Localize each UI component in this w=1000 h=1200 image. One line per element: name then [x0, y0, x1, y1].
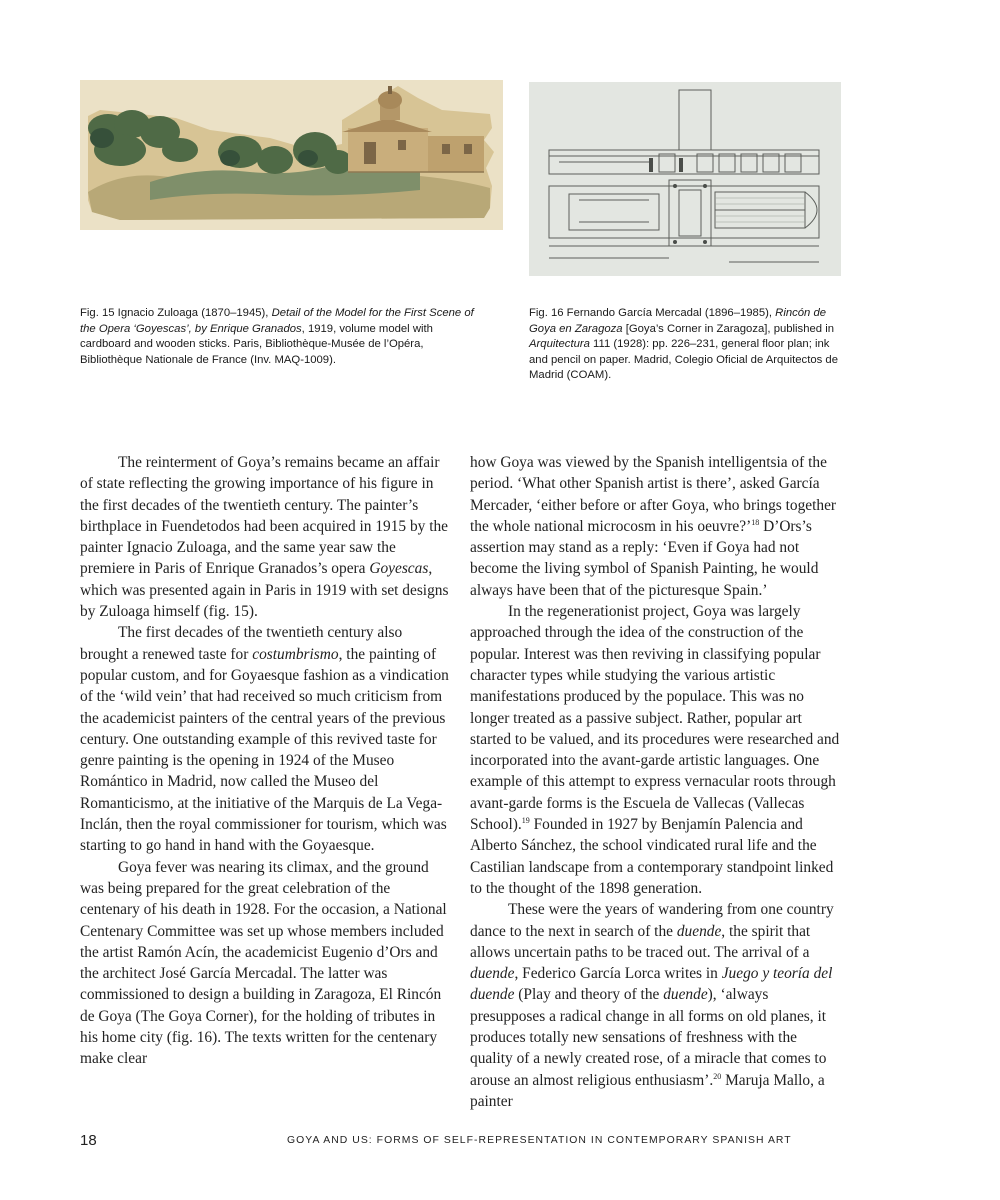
footnote-ref-19[interactable]: 19 — [521, 816, 530, 826]
figure-16-caption: Fig. 16 Fernando García Mercadal (1896–1985), Rincón de Goya en Zaragoza [Goya’s Corner in Zaragoza], published in Arquitectura 111 (1928): pp. 226–231, general floor plan; ink and pencil on paper. Madrid, Colegio Oficial de Arquitectos de Madrid (COAM). — [529, 307, 838, 382]
footnote-ref-20[interactable]: 20 — [713, 1071, 722, 1081]
paragraph: how Goya was viewed by the Spanish intelligentsia of the period. ‘What other Spanish artist is there’, asked García Mercader, ‘either before or after Goya, who brings together the whole national microcosm in his oeuvre?’$^{18}$ D’Ors’s assertion may stand as a reply: ‘Even if Goya had not become the living symbol of Spanish Painting, he would always have been that of the picturesque Spain.’ — [470, 454, 837, 599]
body-column-right — [470, 452, 840, 1112]
figure-15-image — [80, 80, 503, 230]
running-title: GOYA AND US: FORMS OF SELF-REPRESENTATION IN CONTEMPORARY SPANISH ART — [287, 1135, 792, 1146]
paragraph: These were the years of wandering from one country dance to the next in search of the duende, the spirit that allows uncertain paths to be traced out. The arrival of a duende, Federico García Lorca writes in Juego y teoría del duende (Play and theory of the duende), ‘always presupposes a radical change in all forms on old planes, it produces totally new sensations of freshness with the quality of a newly created rose, of a miracle that comes to arouse an almost religious enthusiasm’.$^{20}$ Maruja Mallo, a painter — [470, 901, 834, 1110]
footnote-ref-18[interactable]: 18 — [751, 517, 760, 527]
paragraph: In the regenerationist project, Goya was largely approached through the idea of the construction of the popular. Interest was then reviving in classifying popular character types while studying the various artistic manifestations produced by the populace. This was no longer treated as a passive subject. Rather, popular art started to be valued, and its procedures were researched and incorporated into the avant-garde artistic languages. One example of this attempt to express vernacular roots through avant-garde forms is the Escuela de Vallecas (Vallecas School).$^{19}$ Founded in 1927 by Benjamín Palencia and Alberto Sánchez, the school vindicated rural life and the Castilian landscape from a contemporary standpoint linked to the thought of the 1898 generation. — [470, 603, 840, 897]
paragraph: Goya fever was nearing its climax, and the ground was being prepared for the great celebration of the centenary of his death in 1928. For the occasion, a National Centenary Committee was set up whose members included the artist Ramón Acín, the academicist Eugenio d’Ors and the architect José García Mercadal. The latter was commissioned to design a building in Zaragoza, El Rincón de Goya (The Goya Corner), for the holding of tributes in his home city (fig. 16). The texts written for the centenary make clear — [80, 858, 447, 1068]
page-number: 18 — [80, 1132, 97, 1149]
paragraph: The first decades of the twentieth century also brought a renewed taste for costumbrismo, the painting of popular custom, and for Goyaesque fashion as a vindication of the ‘wild vein’ that had received so much criticism from the academicist painters of the central years of the previous century. One outstanding example of this revived taste for genre painting is the opening in 1924 of the Museo Romántico in Madrid, now called the Museo del Romanticismo, at the initiative of the Marquis de La Vega-Inclán, then the royal commissioner for tourism, which was starting to go hand in hand with the Goyaesque. — [80, 624, 449, 855]
figure-15-caption: Fig. 15 Ignacio Zuloaga (1870–1945), Detail of the Model for the First Scene of the Opera ‘Goyescas’, by Enrique Granados, 1919, volume model with cardboard and wooden sticks. Paris, Bibliothèque-Musée de l’Opéra, Bibliothèque Nationale de France (Inv. MAQ-1009). — [80, 307, 474, 366]
figure-16-image — [529, 82, 841, 276]
body-column-left — [80, 452, 450, 1070]
paragraph: The reinterment of Goya’s remains became an affair of state reflecting the growing importance of his figure in the first decades of the twentieth century. The painter’s birthplace in Fuendetodos had been acquired in 1915 by the painter Ignacio Zuloaga, and the same year saw the premiere in Paris of Enrique Granados’s opera Goyescas, which was presented again in Paris in 1919 with set designs by Zuloaga himself (fig. 15). — [80, 454, 449, 621]
